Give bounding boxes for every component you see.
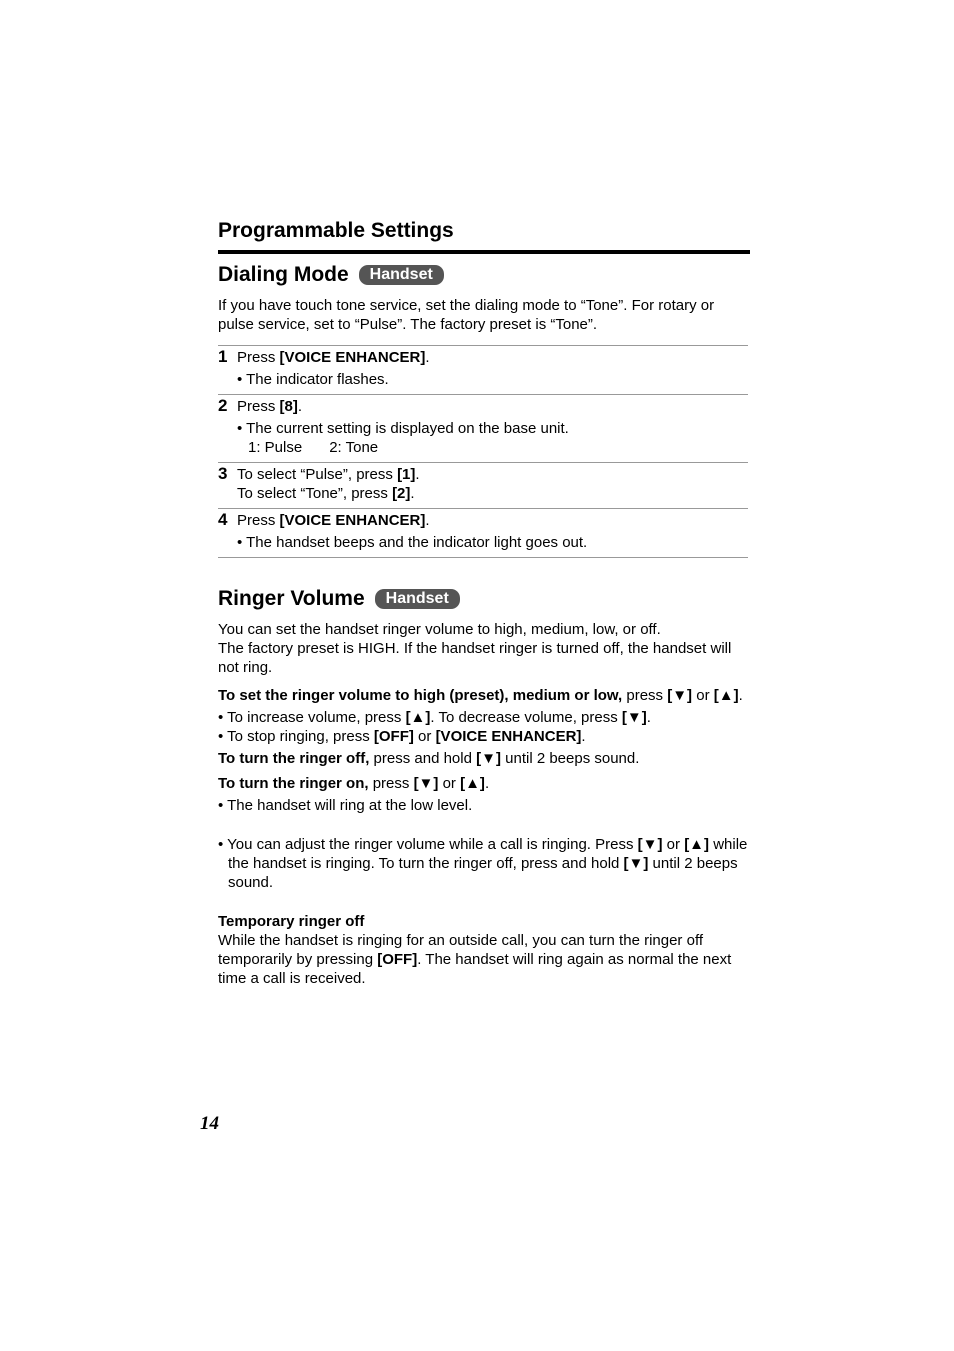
temporary-ringer-off-text bbox=[218, 931, 750, 988]
text: . To decrease volume, press bbox=[430, 709, 622, 726]
text: . The handset will ring again as normal the next time a call is received. bbox=[218, 951, 732, 987]
ringer-intro-preset: The factory preset is HIGH. If the handset ringer is turned off, the handset will not ring. bbox=[218, 640, 732, 676]
step-number: 1 bbox=[218, 347, 228, 366]
key-label: [2] bbox=[392, 485, 411, 502]
key-label: [▲] bbox=[405, 709, 431, 726]
step-note: • The indicator flashes. bbox=[237, 371, 389, 388]
step-1 bbox=[218, 345, 748, 394]
key-label: [VOICE ENHANCER] bbox=[435, 728, 582, 745]
section-divider bbox=[218, 250, 750, 254]
ringer-off-instruction bbox=[218, 749, 750, 768]
step-number: 2 bbox=[218, 396, 228, 415]
text: or bbox=[413, 728, 436, 745]
instruction-lead: To turn the ringer off, bbox=[218, 750, 370, 767]
text: To select “Tone”, press bbox=[237, 485, 393, 502]
text: . bbox=[425, 512, 430, 529]
key-label: [VOICE ENHANCER] bbox=[279, 349, 426, 366]
dialing-mode-heading bbox=[218, 262, 750, 288]
ringer-volume-heading bbox=[218, 586, 750, 612]
text: • To increase volume, press bbox=[218, 709, 406, 726]
subheading: Temporary ringer off bbox=[218, 913, 365, 930]
handset-badge: Handset bbox=[375, 589, 460, 609]
key-label: [▼] bbox=[476, 750, 501, 767]
key-label: [1] bbox=[397, 466, 416, 483]
step-instruction bbox=[237, 465, 748, 484]
page-content bbox=[218, 218, 750, 988]
text: Press bbox=[237, 349, 280, 366]
step-4 bbox=[218, 508, 748, 558]
text: or bbox=[662, 836, 685, 853]
option-pulse: 1: Pulse bbox=[248, 439, 303, 456]
key-label: [▼] bbox=[637, 836, 663, 853]
step-number: 3 bbox=[218, 464, 228, 483]
increase-volume-note bbox=[218, 708, 750, 727]
text: To select “Pulse”, press bbox=[237, 466, 398, 483]
step-instruction bbox=[237, 397, 748, 416]
stop-ringing-note bbox=[218, 727, 750, 746]
page-number: 14 bbox=[200, 1113, 219, 1134]
dialing-steps bbox=[218, 345, 748, 558]
step-note: • The current setting is displayed on the base unit. bbox=[237, 420, 569, 437]
key-label: [OFF] bbox=[373, 728, 414, 745]
option-tone: 2: Tone bbox=[329, 439, 379, 456]
adjust-while-ringing-note bbox=[218, 835, 750, 892]
key-label: [▲] bbox=[713, 687, 739, 704]
text: press bbox=[368, 775, 414, 792]
step-number: 4 bbox=[218, 510, 228, 529]
text: . bbox=[738, 687, 743, 704]
step-instruction bbox=[237, 484, 748, 503]
set-volume-instruction bbox=[218, 686, 750, 705]
text: Press bbox=[237, 512, 280, 529]
text: . bbox=[297, 398, 303, 415]
key-label: [▲] bbox=[460, 775, 485, 792]
section-title: Programmable Settings bbox=[218, 219, 454, 242]
text: . bbox=[646, 709, 651, 726]
text: or bbox=[692, 687, 714, 704]
text: . bbox=[425, 349, 430, 366]
key-label: [▼] bbox=[667, 687, 693, 704]
text: or bbox=[438, 775, 461, 792]
text: while the handset is ringing. To turn the ringer off, press and hold bbox=[228, 836, 748, 872]
text: press and hold bbox=[369, 750, 477, 767]
key-label: [▼] bbox=[623, 855, 649, 872]
key-label: [▼] bbox=[621, 709, 647, 726]
step-3 bbox=[218, 462, 748, 508]
handset-badge: Handset bbox=[359, 265, 444, 285]
instruction-lead: To turn the ringer on, bbox=[218, 775, 369, 792]
step-instruction bbox=[237, 511, 748, 530]
step-note: • The handset beeps and the indicator light goes out. bbox=[237, 534, 588, 551]
temporary-ringer-off-title bbox=[218, 912, 750, 931]
mode-options bbox=[237, 438, 748, 457]
dialing-mode-intro: If you have touch tone service, set the dialing mode to “Tone”. For rotary or pulse service, set to “Pulse”. The factory preset is “Tone”. bbox=[218, 297, 715, 333]
ringer-on-instruction bbox=[218, 774, 750, 793]
key-label: [8] bbox=[279, 398, 298, 415]
text: • To stop ringing, press bbox=[218, 728, 374, 745]
ringer-volume-title: Ringer Volume bbox=[218, 587, 365, 610]
key-label: [VOICE ENHANCER] bbox=[279, 512, 426, 529]
instruction-lead: To set the ringer volume to high (preset), medium or low, bbox=[218, 687, 623, 704]
key-label: [▲] bbox=[684, 836, 710, 853]
text: . bbox=[484, 775, 490, 792]
ringer-intro: You can set the handset ringer volume to high, medium, low, or off. bbox=[218, 621, 661, 638]
text: While the handset is ringing for an outside call, you can turn the ringer off temporarily by pressing bbox=[218, 932, 704, 968]
step-2 bbox=[218, 394, 748, 462]
key-label: [▼] bbox=[413, 775, 439, 792]
dialing-mode-title: Dialing Mode bbox=[218, 263, 349, 286]
text: press bbox=[622, 687, 668, 704]
text: until 2 beeps sound. bbox=[228, 855, 738, 891]
text: . bbox=[415, 466, 420, 483]
step-instruction bbox=[237, 348, 748, 367]
text: Press bbox=[237, 398, 280, 415]
text: . bbox=[410, 485, 415, 502]
text: . bbox=[581, 728, 586, 745]
key-label: [OFF] bbox=[377, 951, 418, 968]
low-level-note: • The handset will ring at the low level. bbox=[218, 797, 473, 814]
text: until 2 beeps sound. bbox=[500, 750, 640, 767]
text: • You can adjust the ringer volume while a call is ringing. Press bbox=[218, 836, 638, 853]
